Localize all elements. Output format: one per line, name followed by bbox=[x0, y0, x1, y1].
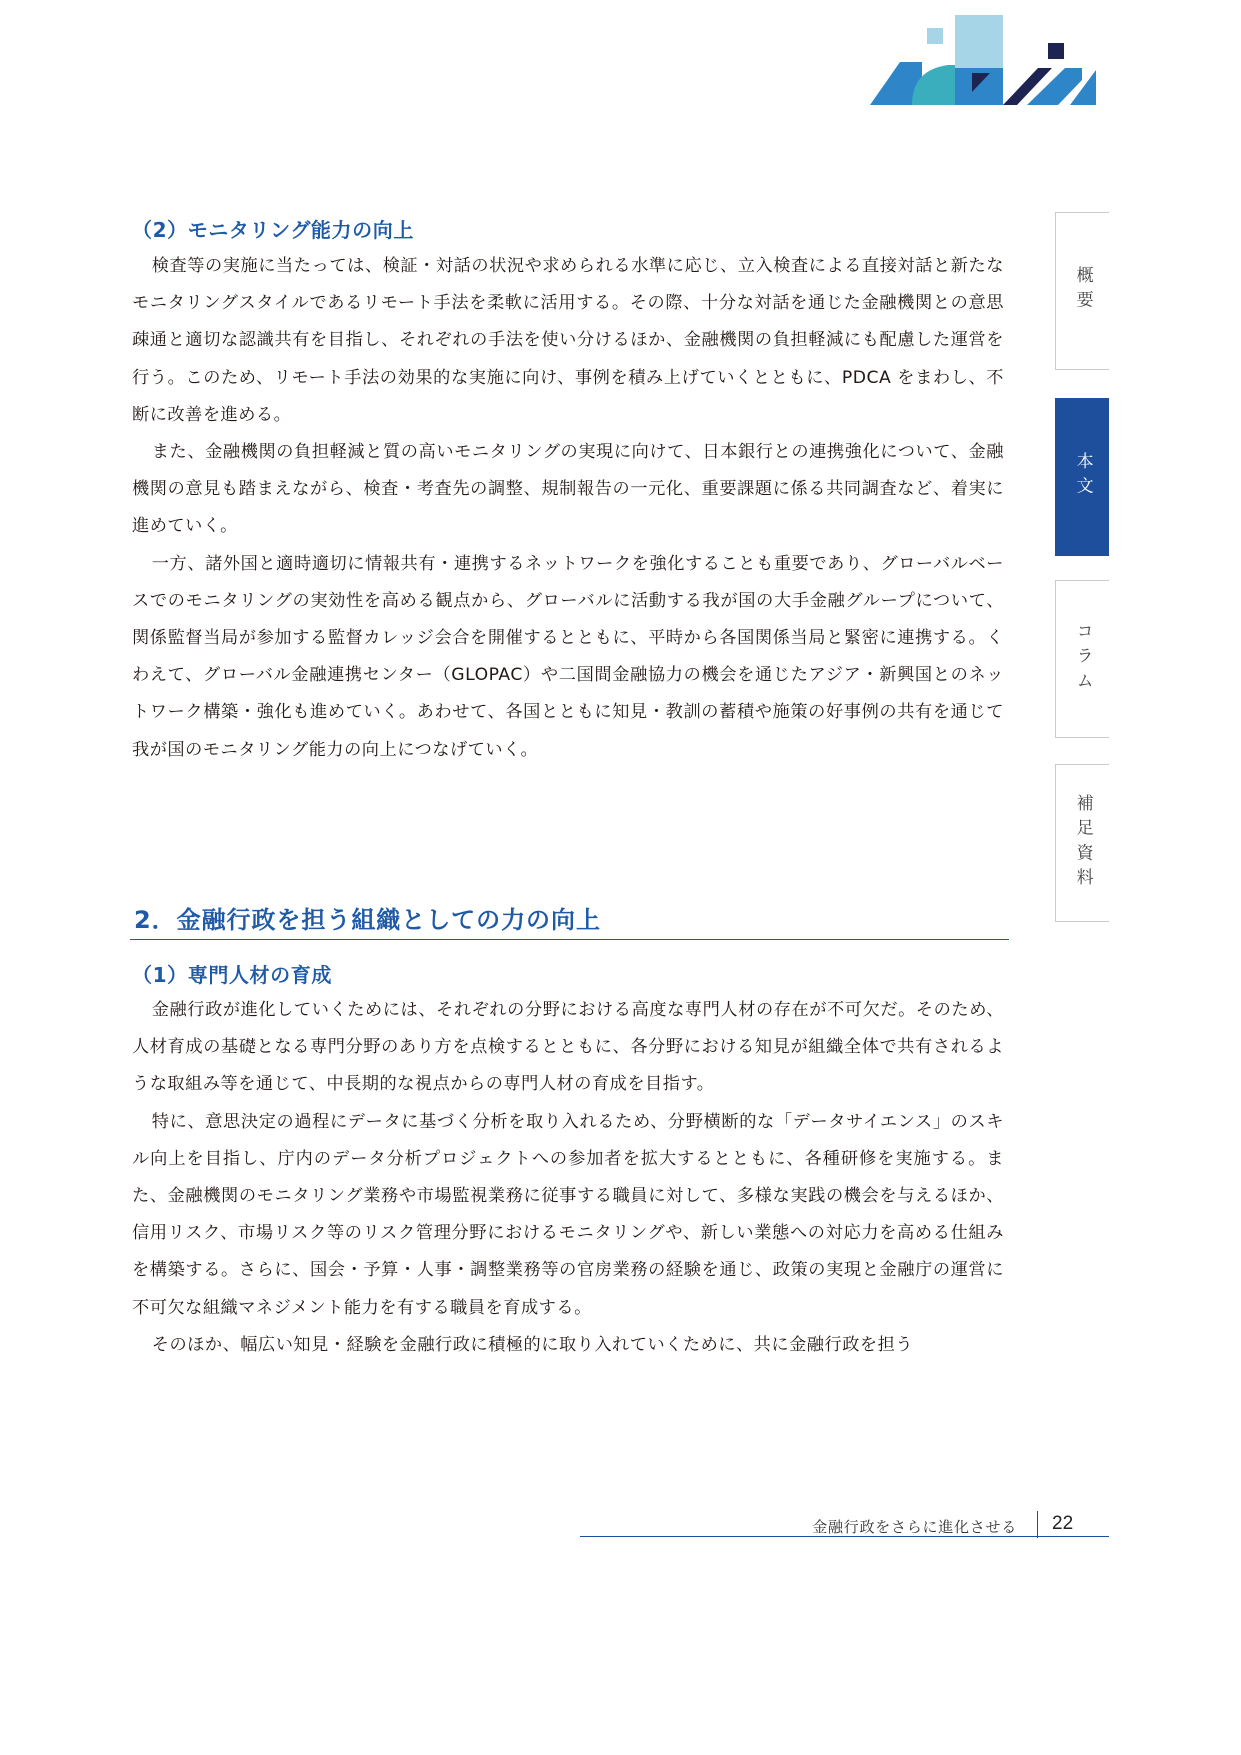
footer-title: 金融行政をさらに進化させる bbox=[812, 1518, 1017, 1536]
page-number: 22 bbox=[1052, 1513, 1074, 1534]
chapter-heading: 2．金融行政を担う組織としての力の向上 bbox=[130, 900, 1009, 940]
tab-column[interactable] bbox=[1055, 580, 1109, 738]
section-heading-talent: （1）専門人材の育成 bbox=[132, 963, 332, 987]
paragraph: そのほか、幅広い知見・経験を金融行政に積極的に取り入れていくために、共に金融行政を担う bbox=[151, 1334, 914, 1355]
paragraph: また、金融機関の負担軽減と質の高いモニタリングの実現に向けて、日本銀行との連携強化について、金融機関の意見も踏まえながら、検査・考査先の調整、規制報告の一元化、重要課題に係る共同調査など、着実に進めていく。 bbox=[132, 442, 1004, 537]
tab-overview[interactable] bbox=[1055, 212, 1109, 370]
tab-label: 概要 bbox=[1072, 266, 1093, 316]
paragraph: 金融行政が進化していくためには、それぞれの分野における高度な専門人材の存在が不可欠だ。そのため、人材育成の基礎となる専門分野のあり方を点検するとともに、各分野における知見が組織全体で共有されるような取組み等を通じて、中長期的な視点からの専門人材の育成を目指す。 bbox=[132, 1000, 1004, 1095]
section-body-talent bbox=[132, 992, 1004, 1364]
paragraph: 一方、諸外国と適時適切に情報共有・連携するネットワークを強化することも重要であり、グローバルベースでのモニタリングの実効性を高める観点から、グローバルに活動する我が国の大手金融グループについて、関係監督当局が参加する監督カレッジ会合を開催するとともに、平時から各国関係当局と緊密に連携する。くわえて、グローバル金融連携センター（GLOPAC）や二国間金融協力の機会を通じたアジア・新興国とのネットワーク構築・強化も進めていく。あわせて、各国とともに知見・教訓の蓄積や施策の好事例の共有を通じて我が国のモニタリング能力の向上につなげていく。 bbox=[132, 553, 1004, 760]
tab-label: 補足資料 bbox=[1072, 793, 1093, 893]
tab-main-text[interactable] bbox=[1055, 398, 1109, 556]
section-heading-monitoring: （2）モニタリング能力の向上 bbox=[132, 218, 414, 242]
tab-label: コラム bbox=[1072, 622, 1093, 696]
paragraph: 特に、意思決定の過程にデータに基づく分析を取り入れるため、分野横断的な「データサイエンス」のスキル向上を目指し、庁内のデータ分析プロジェクトへの参加者を拡大するとともに、各種研修を実施する。また、金融機関のモニタリング業務や市場監視業務に従事する職員に対して、多様な実践の機会を与えるほか、信用リスク、市場リスク等のリスク管理分野におけるモニタリングや、新しい業態への対応力を高める仕組みを構築する。さらに、国会・予算・人事・調整業務等の官房業務の経験を通じ、政策の実現と金融庁の運営に不可欠な組織マネジメント能力を有する職員を育成する。 bbox=[132, 1111, 1004, 1318]
tab-supplementary[interactable] bbox=[1055, 764, 1109, 922]
paragraph: 検査等の実施に当たっては、検証・対話の状況や求められる水準に応じ、立入検査による直接対話と新たなモニタリングスタイルであるリモート手法を柔軟に活用する。その際、十分な対話を通じた金融機関との意思疎通と適切な認識共有を目指し、それぞれの手法を使い分けるほか、金融機関の負担軽減にも配慮した運営を行う。このため、リモート手法の効果的な実施に向け、事例を積み上げていくとともに、PDCA をまわし、不断に改善を進める。 bbox=[132, 256, 1004, 425]
footer-rule bbox=[580, 1536, 1109, 1537]
footer-divider bbox=[1037, 1511, 1038, 1538]
section-body-monitoring bbox=[132, 248, 1004, 769]
tab-label: 本文 bbox=[1072, 452, 1093, 502]
header-decoration bbox=[860, 10, 1100, 110]
